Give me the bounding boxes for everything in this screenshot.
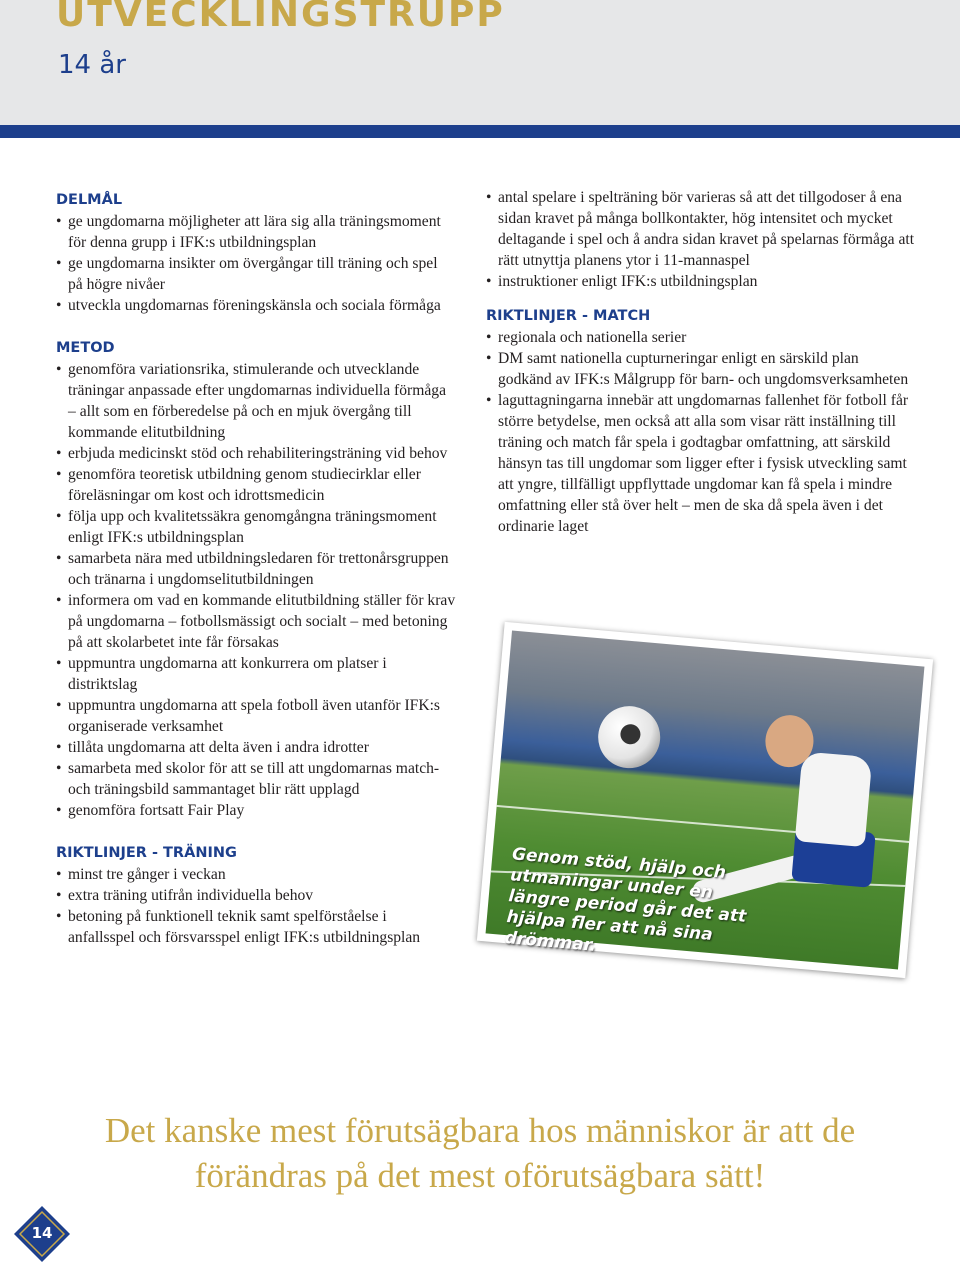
traning-continued-list	[486, 187, 916, 292]
list-item: • ge ungdomarna insikter om övergångar till träning och spel på högre nivåer	[56, 253, 456, 295]
list-item: • genomföra teoretisk utbildning genom studiecirklar eller föreläsningar om kost och idrottsmedicin	[56, 464, 456, 506]
list-item: • extra träning utifrån individuella behov	[56, 885, 456, 906]
list-item: • ge ungdomarna möjligheter att lära sig alla träningsmoment för denna grupp i IFK:s utbildningsplan	[56, 211, 456, 253]
list-item: • regionala och nationella serier	[486, 327, 916, 348]
football-icon	[596, 704, 663, 771]
left-column	[56, 190, 456, 948]
header-rule	[0, 125, 960, 138]
match-list	[486, 327, 916, 537]
page-title: UTVECKLINGSTRUPP	[56, 0, 505, 35]
list-item: • utveckla ungdomarnas föreningskänsla och sociala förmåga	[56, 295, 456, 316]
pull-quote: Det kanske mest förutsägbara hos människor är att de förändras på det mest oförutsägbara sätt!	[104, 1111, 856, 1195]
list-item: • genomföra fortsatt Fair Play	[56, 800, 456, 821]
player-body	[795, 751, 873, 847]
list-item: • instruktioner enligt IFK:s utbildningsplan	[486, 271, 916, 292]
list-item: • uppmuntra ungdomarna att konkurrera om platser i distriktslag	[56, 653, 456, 695]
list-item: • antal spelare i spelträning bör varieras så att det tillgodoser å ena sidan kravet på många bollkontakter, hög intensitet och mycket deltagande i spel och å andra sidan kravet på spelarnas förmåga att rätt utnyttja planens ytor i 11-mannaspel	[486, 187, 916, 271]
metod-heading: METOD	[56, 340, 115, 356]
list-item: • samarbeta med skolor för att se till att ungdomarnas match- och träningsbild sammantaget blir rätt upplagd	[56, 758, 456, 800]
list-item: • samarbeta nära med utbildningsledaren för trettonårsgruppen och tränarna i ungdomselitutbildningen	[56, 548, 456, 590]
list-item: • genomföra variationsrika, stimulerande och utvecklande träningar anpassade efter ungdomarnas individuella förmåga – allt som en förberedelse på och en mjuk övergång till kommande elitutbildning	[56, 359, 456, 443]
metod-list	[56, 359, 456, 821]
list-item: • tillåta ungdomarna att delta även i andra idrotter	[56, 737, 456, 758]
list-item: • uppmuntra ungdomarna att spela fotboll även utanför IFK:s organiserade verksamhet	[56, 695, 456, 737]
list-item: • betoning på funktionell teknik samt spelförståelse i anfallsspel och försvarsspel enligt IFK:s utbildningsplan	[56, 906, 456, 948]
list-item: • informera om vad en kommande elitutbildning ställer för krav på ungdomarna – fotbollsmässigt och socialt – med betoning på att skolarbetet inte får försakas	[56, 590, 456, 653]
delmal-heading: DELMÅL	[56, 192, 123, 208]
list-item: • följa upp och kvalitetssäkra genomgångna träningsmoment enligt IFK:s utbildningsplan	[56, 506, 456, 548]
page-header	[0, 0, 960, 125]
riktlinjer-traning-heading: RIKTLINJER - TRÄNING	[56, 845, 237, 861]
page-subtitle: 14 år	[58, 50, 126, 80]
list-item: • laguttagningarna innebär att ungdomarnas fallenhet för fotboll får större betydelse, men också att alla som visar rätt inställning till träning och match får spela i godtagbar omfattning, att särskild hänsyn tas till ungdomar som ligger efter i fysisk utveckling samt att yngre, tillfälligt uppflyttade ungdomar kan få spela i mindre omfattning eller stå över helt – men de ska då spela även i det ordinarie laget	[486, 390, 916, 537]
list-item: • minst tre gånger i veckan	[56, 864, 456, 885]
right-column	[486, 187, 916, 537]
list-item: • DM samt nationella cupturneringar enligt en särskild plan godkänd av IFK:s Målgrupp för barn- och ungdomsverksamheten	[486, 348, 916, 390]
photo-caption: Genom stöd, hjälp och utmaningar under en längre period går det att hjälpa fler att nå sina drömmar.	[503, 844, 747, 956]
page-number: 14	[31, 1224, 53, 1242]
traning-list	[56, 864, 456, 948]
delmal-list	[56, 211, 456, 316]
riktlinjer-match-heading: RIKTLINJER - MATCH	[486, 308, 651, 324]
list-item: • erbjuda medicinskt stöd och rehabiliteringsträning vid behov	[56, 443, 456, 464]
